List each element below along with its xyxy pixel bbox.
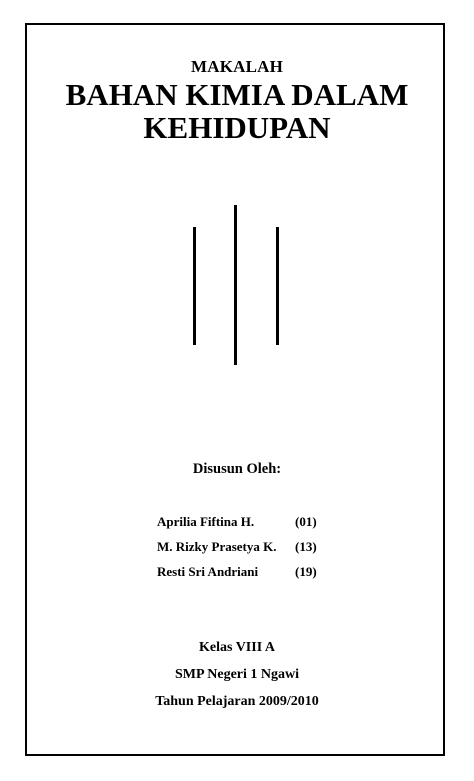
author-number: (01) [295, 514, 317, 529]
author-number: (13) [295, 539, 317, 554]
author-number: (19) [295, 564, 317, 579]
title-line-2: KEHIDUPAN [143, 110, 331, 145]
class-label: Kelas VIII A [199, 640, 275, 655]
document-type: MAKALAH [190, 57, 284, 76]
authors-heading: Disusun Oleh: [192, 461, 282, 477]
school-name: SMP Negeri 1 Ngawi [174, 667, 300, 682]
decorative-bar-center [234, 205, 237, 365]
academic-year: Tahun Pelajaran 2009/2010 [155, 694, 319, 709]
author-name: Aprilia Fiftina H. [157, 514, 255, 529]
document-title [0, 78, 474, 144]
author-name: Resti Sri Andriani [157, 564, 259, 579]
author-name: M. Rizky Prasetya K. [157, 539, 277, 554]
decorative-bar-left [193, 227, 196, 345]
decorative-bar-right [276, 227, 279, 345]
title-line-1: BAHAN KIMIA DALAM [65, 77, 409, 112]
